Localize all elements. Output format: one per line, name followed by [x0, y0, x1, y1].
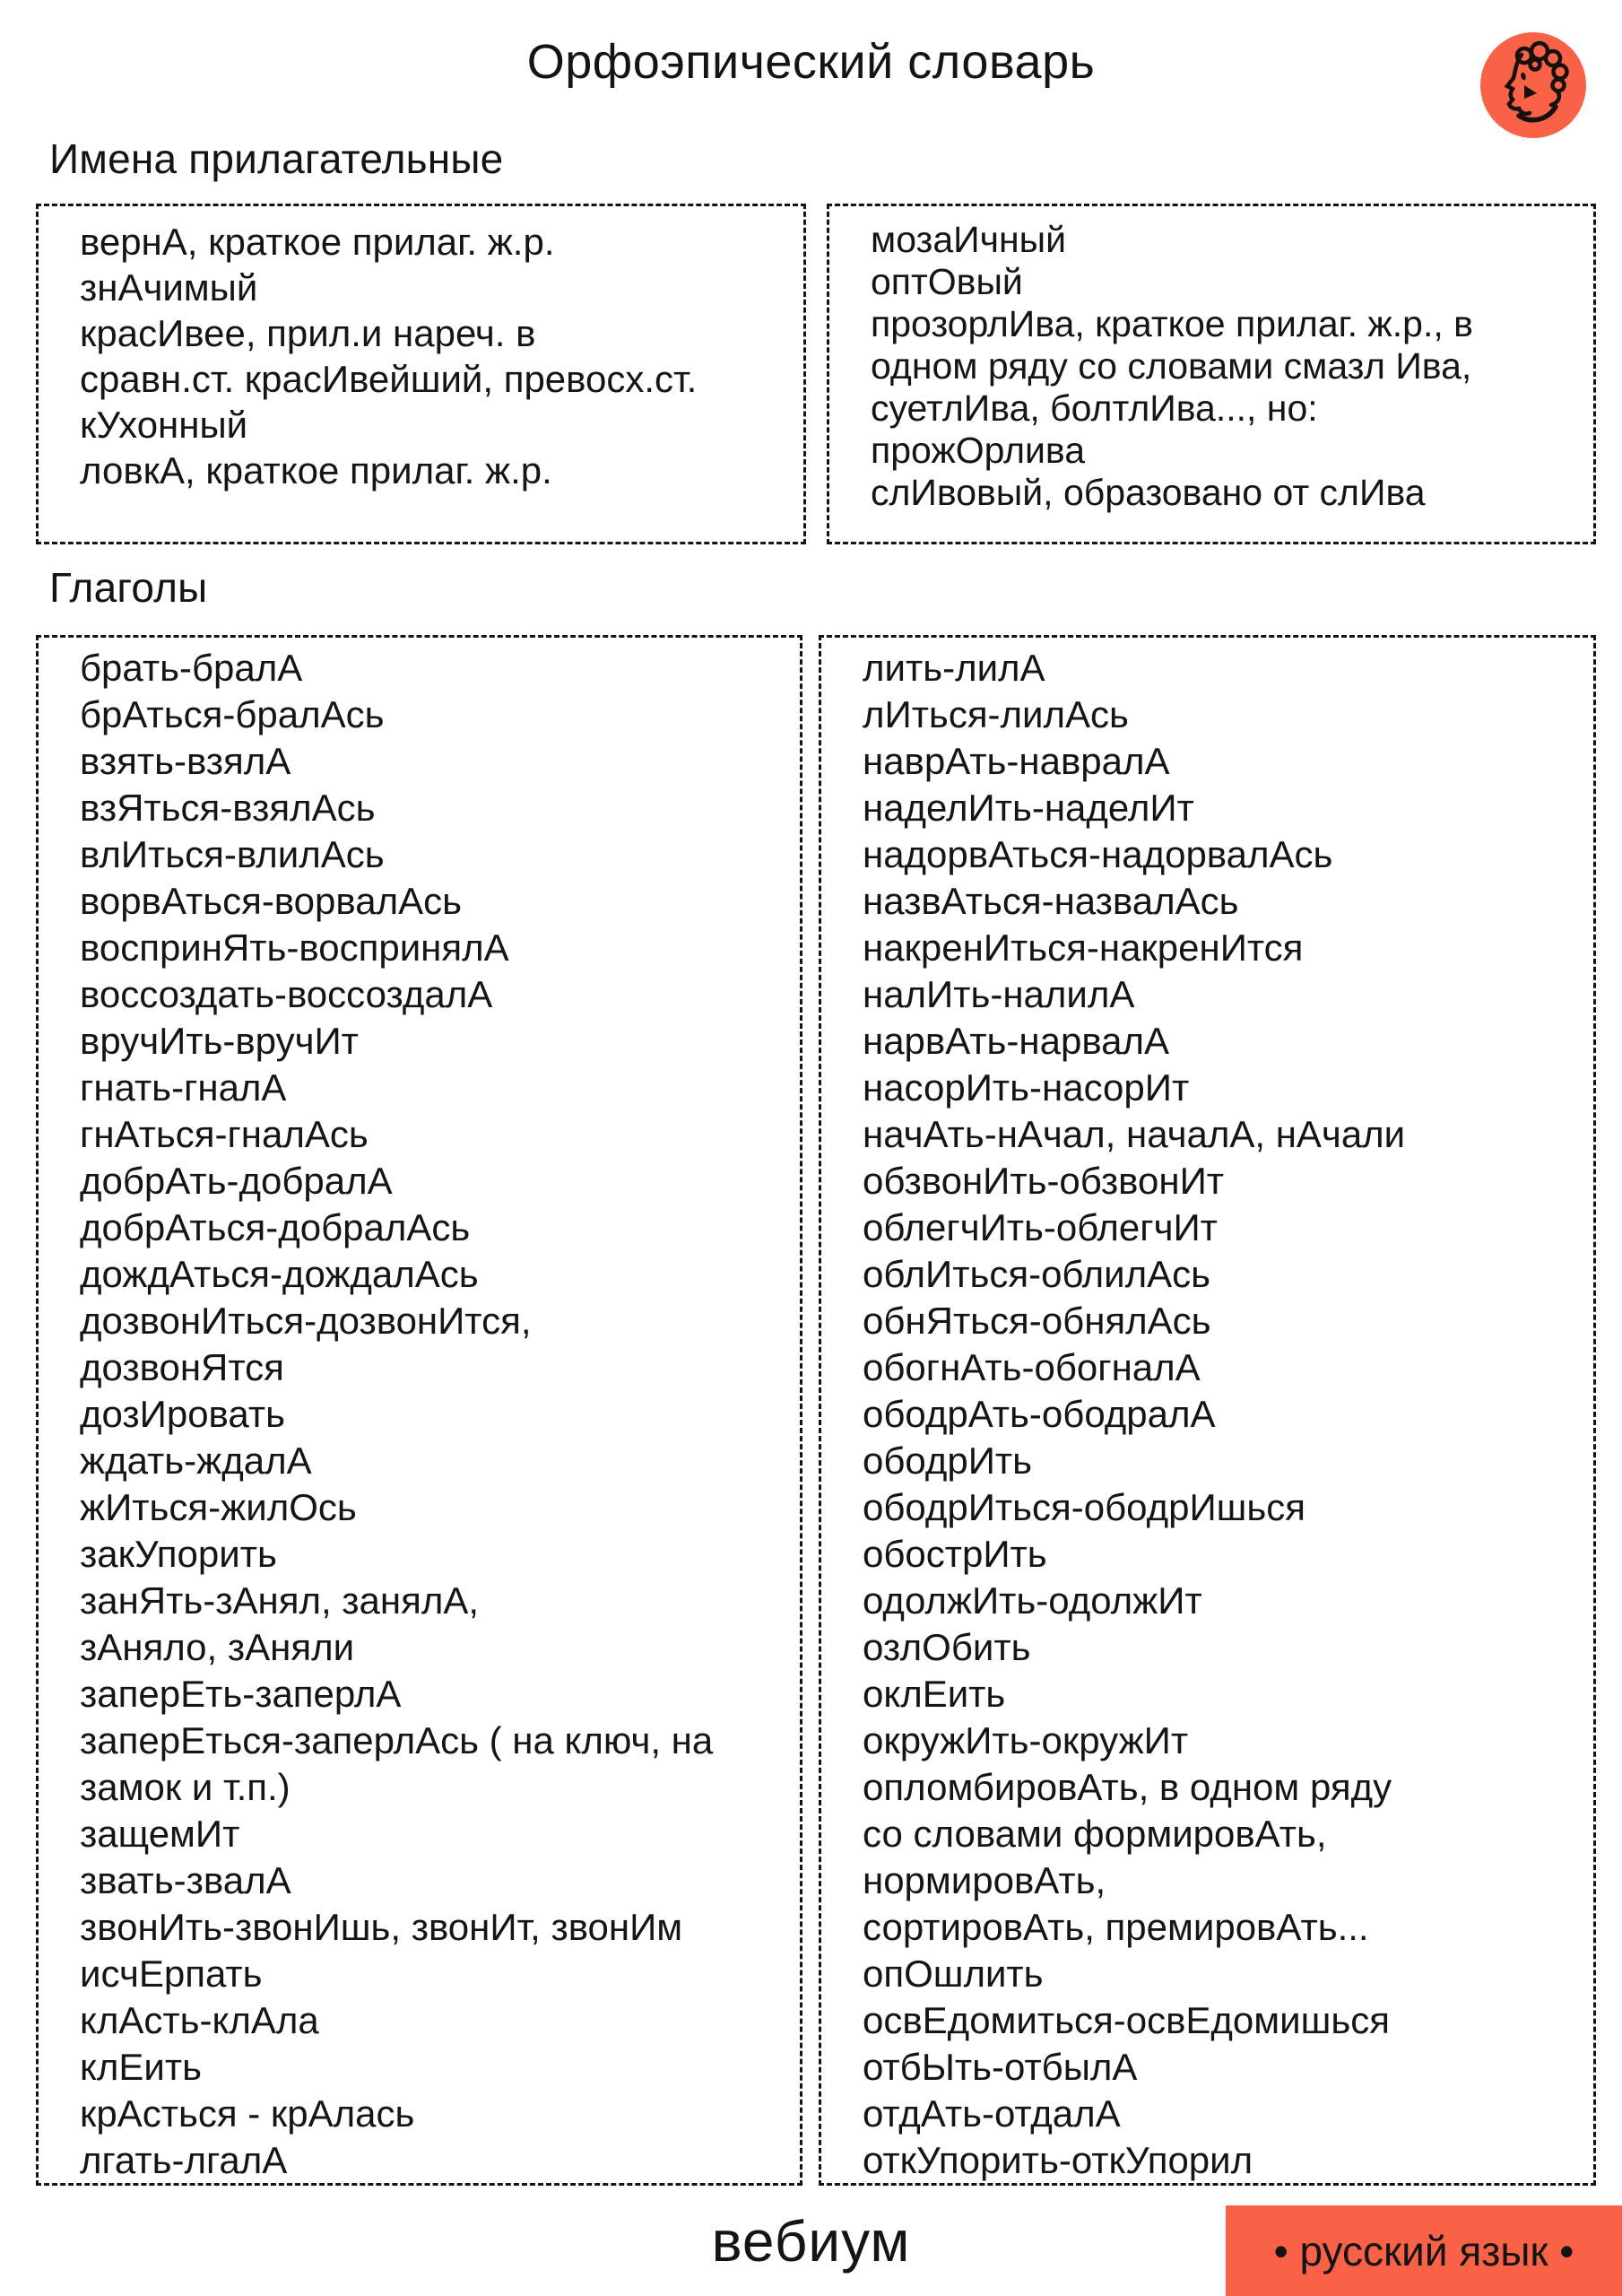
- dictionary-entry: лгать-лгалА: [80, 2139, 288, 2181]
- dictionary-entry: обострИть: [863, 1533, 1047, 1575]
- dictionary-entry: одолжИть-одолжИт: [863, 1579, 1202, 1622]
- dictionary-entry: защемИт: [80, 1813, 240, 1855]
- adjectives-left-box: [36, 204, 806, 544]
- dictionary-entry: заперЕть-заперлА: [80, 1673, 402, 1715]
- dictionary-entry: заперЕться-заперлАсь ( на ключ, на: [80, 1719, 714, 1761]
- dictionary-entry: влИться-влилАсь: [80, 833, 385, 875]
- dictionary-entry: брАться-бралАсь: [80, 693, 385, 735]
- dictionary-entry: опОшлить: [863, 1952, 1044, 1995]
- dictionary-entry: обнЯться-обнялАсь: [863, 1300, 1211, 1342]
- dictionary-entry: закУпорить: [80, 1533, 277, 1575]
- dictionary-entry: отбЫть-отбылА: [863, 2046, 1138, 2088]
- dictionary-entry: мозаИчный: [871, 219, 1066, 260]
- dictionary-entry: надорвАться-надорвалАсь: [863, 833, 1333, 875]
- dictionary-entry: исчЕрпать: [80, 1952, 263, 1995]
- dictionary-entry: облИться-облилАсь: [863, 1253, 1210, 1295]
- dictionary-entry: воссоздать-воссоздалА: [80, 973, 493, 1015]
- dictionary-entry: отдАть-отдалА: [863, 2092, 1121, 2135]
- dictionary-entry: знАчимый: [80, 266, 258, 309]
- dictionary-entry: брать-бралА: [80, 647, 303, 689]
- dictionary-entry: нормировАть,: [863, 1859, 1106, 1901]
- dictionary-entry: оклЕить: [863, 1673, 1006, 1715]
- dictionary-entry: ворвАться-ворвалАсь: [80, 880, 462, 922]
- dictionary-entry: сортировАть, премировАть...: [863, 1906, 1369, 1948]
- dictionary-entry: облегчИть-облегчИт: [863, 1206, 1218, 1248]
- dictionary-entry: лИться-лилАсь: [863, 693, 1129, 735]
- dictionary-entry: ободрИть: [863, 1439, 1033, 1482]
- dictionary-entry: добрАться-добралАсь: [80, 1206, 471, 1248]
- dictionary-entry: прозорлИва, краткое прилаг. ж.р., в: [871, 303, 1473, 344]
- dictionary-entry: наврАть-навралА: [863, 740, 1170, 782]
- dictionary-entry: ободрАть-ободралА: [863, 1393, 1216, 1435]
- verbs-right-box: [819, 635, 1596, 2186]
- dictionary-entry: дождАться-дождалАсь: [80, 1253, 479, 1295]
- dictionary-entry: обогнАть-обогналА: [863, 1346, 1201, 1388]
- dictionary-entry: насорИть-насорИт: [863, 1066, 1190, 1109]
- dictionary-entry: откУпорить-откУпорил: [863, 2139, 1253, 2181]
- section-heading-adjectives: Имена прилагательные: [49, 135, 504, 182]
- dictionary-entry: дозвонЯтся: [80, 1346, 284, 1388]
- dictionary-entry: одном ряду со словами смазл Ива,: [871, 345, 1472, 387]
- dictionary-entry: звать-звалА: [80, 1859, 291, 1901]
- dictionary-entry: ободрИться-ободрИшься: [863, 1486, 1305, 1528]
- dictionary-entry: клЕить: [80, 2046, 202, 2088]
- dictionary-entry: сравн.ст. красИвейший, превосх.ст.: [80, 358, 698, 400]
- dictionary-entry: наделИть-наделИт: [863, 787, 1194, 829]
- dictionary-entry: зАняло, зАняли: [80, 1626, 355, 1668]
- dictionary-entry: воспринЯть-воспринялА: [80, 926, 509, 969]
- vebium-brand-logo: вебиум: [711, 2209, 911, 2274]
- verbs-left-box: [36, 635, 802, 2186]
- dictionary-entry: звонИть-звонИшь, звонИт, звонИм: [80, 1906, 683, 1948]
- dictionary-entry: освЕдомиться-освЕдомишься: [863, 1999, 1390, 2041]
- dictionary-entry: ловкА, краткое прилаг. ж.р.: [80, 449, 552, 491]
- dictionary-entry: вернА, краткое прилаг. ж.р.: [80, 221, 555, 263]
- dictionary-entry: кУхонный: [80, 404, 248, 446]
- section-heading-verbs: Глаголы: [49, 564, 208, 611]
- dictionary-entry: вручИть-вручИт: [80, 1020, 359, 1062]
- dictionary-entry: взЯться-взялАсь: [80, 787, 376, 829]
- dictionary-entry: озлОбить: [863, 1626, 1031, 1668]
- dictionary-entry: слИвовый, образовано от слИва: [871, 472, 1426, 513]
- adjectives-right-box: [827, 204, 1596, 544]
- dictionary-entry: жИться-жилОсь: [80, 1486, 357, 1528]
- dictionary-entry: клАсть-клАла: [80, 1999, 319, 2041]
- dictionary-entry: занЯть-зАнял, занялА,: [80, 1579, 480, 1622]
- dictionary-entry: добрАть-добралА: [80, 1160, 393, 1202]
- dictionary-entry: гнАться-гналАсь: [80, 1113, 369, 1155]
- dictionary-entry: прожОрлива: [871, 430, 1086, 471]
- dictionary-entry: налИть-налилА: [863, 973, 1135, 1015]
- dictionary-entry: обзвонИть-обзвонИт: [863, 1160, 1224, 1202]
- dictionary-entry: окружИть-окружИт: [863, 1719, 1189, 1761]
- dictionary-entry: дозИровать: [80, 1393, 285, 1435]
- dictionary-entry: начАть-нАчал, началА, нАчали: [863, 1113, 1406, 1155]
- dictionary-entry: ждать-ждалА: [80, 1439, 312, 1482]
- dictionary-entry: красИвее, прил.и нареч. в: [80, 312, 536, 354]
- dictionary-entry: со словами формировАть,: [863, 1813, 1327, 1855]
- dictionary-entry: накренИться-накренИтся: [863, 926, 1304, 969]
- dictionary-entry: взять-взялА: [80, 740, 291, 782]
- page-title: Орфоэпический словарь: [526, 35, 1096, 89]
- dictionary-entry: суетлИва, болтлИва..., но:: [871, 387, 1318, 429]
- subject-badge: • русский язык •: [1226, 2205, 1622, 2296]
- dictionary-entry: лить-лилА: [863, 647, 1045, 689]
- dictionary-entry: опломбировАть, в одном ряду: [863, 1766, 1392, 1808]
- pushkin-profile-icon: [1479, 31, 1587, 139]
- dictionary-entry: оптОвый: [871, 261, 1023, 302]
- dictionary-entry: замок и т.п.): [80, 1766, 291, 1808]
- dictionary-entry: дозвонИться-дозвонИтся,: [80, 1300, 532, 1342]
- dictionary-entry: крАсться - крАлась: [80, 2092, 415, 2135]
- dictionary-entry: назвАться-назвалАсь: [863, 880, 1239, 922]
- dictionary-entry: нарвАть-нарвалА: [863, 1020, 1170, 1062]
- dictionary-entry: гнать-гналА: [80, 1066, 287, 1109]
